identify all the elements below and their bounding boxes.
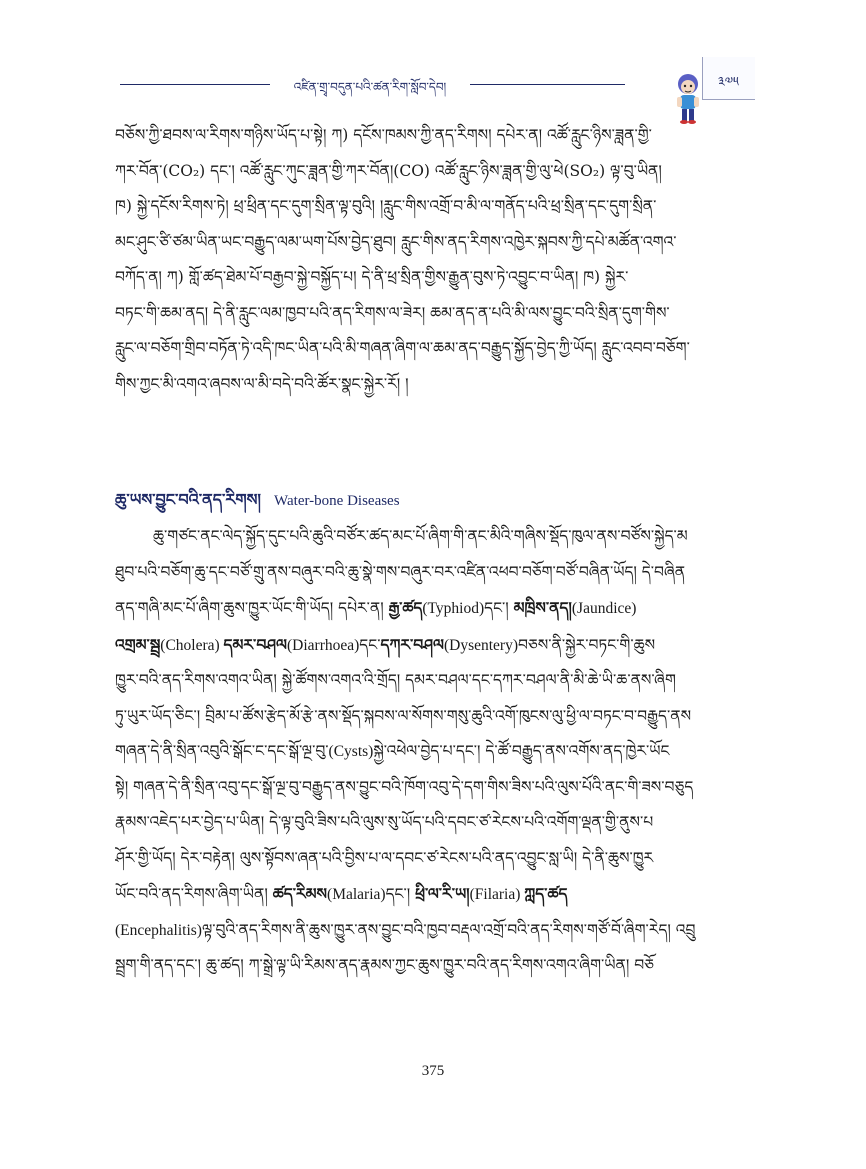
english-term: (Diarrhoea) [287, 636, 360, 654]
text-line [115, 948, 755, 984]
text-line [115, 913, 755, 949]
section-heading-tibetan: ཆུ་ཡས་བྱུང་བའི་ནད་རིགས། [115, 490, 261, 509]
text-line [115, 876, 755, 913]
text-line: རླུང་ལ་བཅོག་གྲིབ་བཏོན་ཏེ་འདི་ཁང་ཡིན་པའི་མི་གཞན་ཞིག་ལ་ཆམ་ནད་བརྒྱུད་སྐྱོད་བྱེད་ཀྱི་ཡོད། རླུང་འབབ་བཅོག་ [115, 339, 690, 357]
text-line: བཅོས་ཀྱི་ཐབས་ལ་རིགས་གཉིས་ཡོད་པ་སྟེ། ཀ) དངོས་ཁམས་ཀྱི་ནད་རིགས། དཔེར་ན། འཚོ་རླུང་ཉིས་ཟླན་གྱི་ [115, 126, 652, 144]
term-highlight: འགྲམ་སྦྲ [115, 634, 161, 654]
text-segment: ལྟ་བུའི་ནད་རིགས་ནི་ཆུས་ཁྱུར་ནས་བྱུང་བའི་ཁྱབ་བརྡལ་འགྲོ་བའི་ནད་རིགས་གཙོ་བོ་ཞིག་རེད། འབྲུ [201, 920, 696, 939]
term-highlight: རྒྱ་ཚད [388, 598, 423, 617]
text-segment: དང་ [359, 635, 381, 654]
english-term: (Jaundice) [571, 600, 637, 617]
paragraph-air-diseases [115, 118, 755, 402]
text-line [115, 770, 755, 806]
english-term: (Dysentery) [443, 636, 518, 654]
text-segment: དང་། [484, 599, 514, 617]
term-highlight: མཁྲིས་ནད། [513, 598, 572, 617]
english-term: (Filaria) [469, 886, 525, 903]
term-highlight: དམར་བཤལ [223, 634, 287, 654]
text-line: བཀོད་ན། ཀ) གློ་ཚད་ཐེམ་པོ་བརྒྱབ་སྐྱེ་བསྐྱོད་པ། དེ་ནི་ཕྲ་སྲིན་གྱིས་རྒྱུན་བུས་ཏེ་འབྱུང་བ་ཡིན། ཁ) སྐྱེར་ [115, 268, 629, 286]
english-term: (Cholera) [160, 636, 224, 654]
paragraph-water-diseases [115, 519, 755, 984]
section-heading [115, 482, 755, 512]
english-term: (Cysts) [328, 743, 374, 760]
text-line [115, 841, 755, 877]
text-line [115, 734, 755, 770]
text-line [115, 699, 755, 735]
section-heading-english: Water-bone Diseases [274, 493, 400, 509]
header-rule-left [120, 84, 270, 85]
text-line [115, 805, 755, 841]
text-line: བཏང་གི་ཆམ་ནད། དེ་ནི་རླུང་ལམ་ཁྱབ་པའི་ནད་རིགས་ལ་ཟེར། ཆམ་ནད་ན་པའི་མི་ལས་བྱུང་བའི་སྲིན་དུག་གིས་ [115, 303, 670, 322]
running-title: འཛིན་གྲྭ་བདུན་པའི་ཚན་རིག་སློབ་དེབ། [293, 80, 447, 94]
text-segment: སྟེ། གཞན་དེ་ནི་སྲིན་འབུ་དང་སྒོ་ལྔ་བུ་བརྒྱུད་ནས་བྱུང་བའི་ཁོག་འབུ་དེ་དག་གིས་ཟིས་པའི་ལུས་པོའི་ནང་གི་ཟས་བཅུད [115, 777, 694, 796]
text-segment: ཐུབ་པའི་བཅོག་ཆུ་དང་བཙོ་གྲུ་ནས་བཞུར་བའི་ཆུ་སྣེ་གས་བཞུར་བར་འཛིན་འཕབ་བཅོག་བཙོ་བཞིན་ཡོད། དེ་བཞིན [115, 562, 686, 581]
text-segment: ཆུ་གཙང་ནང་ལེད་སྐྱོད་དུང་པའི་ཆུའི་བཙོར་ཚད་མང་པོ་ཞིག་གི་ནང་མིའི་གཞིས་སྡོད་ཁུལ་ནས་བཙོས་སྐྱེད་མ [153, 527, 688, 545]
header-rule-right [470, 84, 625, 85]
text-line: ཁ) སྐྱེ་དངོས་རིགས་ཏེ། ཕྲ་ཕྲིན་དང་དུག་སྲིན་ལྟ་བུའི། །རླུང་གིས་འགྲོ་བ་མི་ལ་གནོད་པའི་ཕྲ་སྲིན་དང་དུག་སྲིན་ [115, 197, 657, 215]
page-number: 375 [421, 1063, 445, 1079]
text-segment: གཞན་དེ་ནི་སྲིན་འབུའི་སྒོང་ང་དང་སྒོ་ལྔ་བུ་ [115, 742, 329, 760]
term-highlight: ཀླད་ཚད [524, 884, 568, 903]
text-segment: རྣམས་འཇེད་པར་བྱེད་པ་ཡིན། དེ་ལྟ་བུའི་ཟིས་པའི་ལུས་སུ་ཡོད་པའི་དབང་ཙ་རེངས་པའི་འགོག་ལྡན་གྱི་ནུས་པ [115, 813, 654, 831]
text-segment: དང་། [385, 885, 416, 903]
english-term: (Malaria) [327, 886, 386, 903]
text-segment: ཏུ་ཡུར་ཡོད་ཅིང་། བྲིམ་པ་ཚོས་རྩེད་མོ་རྩེ་ནས་སྡོད་སྐབས་ལ་སོགས་གསུ་ཆུའི་འགོ་ཁུངས་ལུ་ཕྱི་ལ་བཏང་བ་བརྒྱུད་ནས [115, 706, 692, 725]
text-segment: སྦྲག་གི་ནད་དང་། ཆུ་ཚད། ཀ་སྒྲེ་ལྟ་ཡི་རིམས་ནད་རྣམས་ཀྱང་ཆུས་ཁྱུར་བའི་ནད་རིགས་འགའ་ཞིག་ཡིན། བཅོ [115, 956, 655, 974]
text-segment: ཤོར་གྱི་ཡོད། དེར་བརྟེན། ལུས་སྟོབས་ཞན་པའི་བྱིས་པ་ལ་དབང་ཙ་རེངས་པའི་ནད་འབྱུང་སླ་ཡི། དེ་ནི་ཆུས་ཁྱུར [115, 848, 654, 867]
text-segment: ཁྱུར་བའི་ནད་རིགས་འགའ་ཡིན། སྐྱེ་ཚོགས་འགའ་འི་གྲོད། དམར་བཤལ་དང་དཀར་བཤལ་ནི་མི་ཆེ་ཡི་ཆ་ནས་ཞིག [115, 671, 676, 689]
text-line [115, 663, 755, 699]
text-line [115, 519, 755, 555]
text-line [115, 590, 755, 627]
term-highlight: ཕྲི་ལ་རི་ཡ། [415, 884, 470, 903]
term-highlight: དཀར་བཤལ [380, 634, 444, 654]
running-header [120, 70, 700, 100]
text-segment: ཡོང་བའི་ནད་རིགས་ཞིག་ཡིན། [115, 885, 273, 903]
english-term: (Typhiod) [422, 600, 485, 617]
english-term: (Encephalitis) [115, 921, 202, 939]
text-segment: བཅས་ནི་སྐྱེར་བཏང་གི་ཆུས [518, 635, 656, 654]
text-line [115, 627, 755, 664]
term-highlight: ཚད་རིམས [272, 884, 328, 903]
text-segment: ནད་གཞི་མང་པོ་ཞིག་ཆུས་ཁྱུར་ཡོང་གི་ཡོད། དཔེར་ན། [115, 599, 389, 617]
text-line: ཀར་བོན་(CO₂) དང་། འཚོ་རླུང་ཀུང་ཟླན་གྱི་ཀར་བོན།(CO) འཚོ་རླུང་ཉིས་ཟླན་གྱི་ལུ་ཕེ(SO₂) ལྟ་བུ་ཡིན། [115, 161, 662, 180]
page-tab-number: ༣༧༥ [718, 75, 739, 90]
text-line: མང་ཤུང་ཙི་ཙམ་ཡིན་ཡང་བརྒྱུད་ལམ་ཡག་པོས་བྱེད་ཐུབ། རླུང་གིས་ནད་རིགས་འཁྱེར་སྐབས་ཀྱི་དཔེ་མཚོན་འགའ་ [115, 232, 677, 251]
text-line: གིས་ཀྱང་མི་འགའ་ཞབས་ལ་མི་བདེ་བའི་ཚོར་སྣང་སྐྱེར་རོ། ། [115, 374, 409, 393]
text-segment: སྐྱེ་འཕེལ་བྱེད་པ་དང་། དེ་ཚོ་བརྒྱུད་ནས་འགོས་ནད་ཁྱེར་ཡོང [373, 742, 670, 760]
text-line [115, 555, 755, 591]
